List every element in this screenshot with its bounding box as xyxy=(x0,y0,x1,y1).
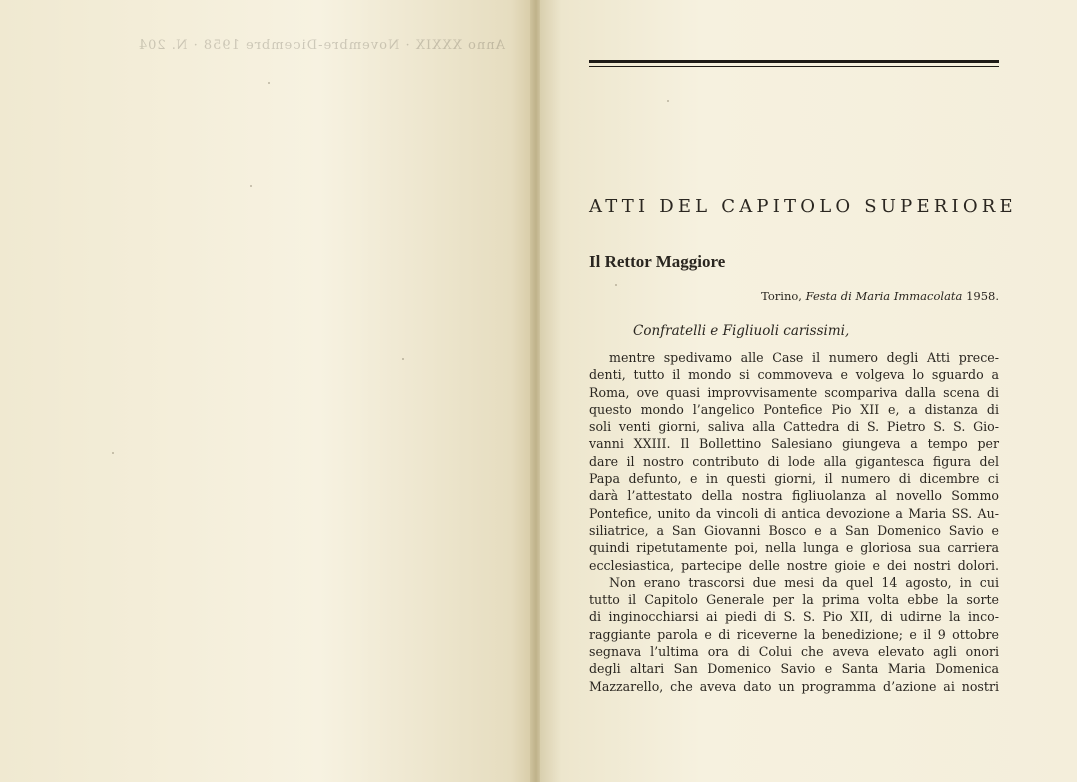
header-rule-thin xyxy=(589,66,999,67)
body-line: di inginocchiarsi ai piedi di S. S. Pio XII, di udirne la inco- xyxy=(589,609,999,625)
section-title: ATTI DEL CAPITOLO SUPERIORE xyxy=(589,196,1017,217)
body-line: Mazzarello, che aveva dato un programma d’azione ai nostri xyxy=(589,678,999,694)
dateline xyxy=(589,289,999,303)
body-line: vanni XXIII. Il Bollettino Salesiano giungeva a tempo per xyxy=(589,436,999,452)
paper-speck xyxy=(268,82,270,84)
paper-speck xyxy=(402,358,404,360)
paper-speck xyxy=(667,100,669,102)
body-line: Non erano trascorsi due mesi da quel 14 agosto, in cui xyxy=(609,574,999,590)
subheading: Il Rettor Maggiore xyxy=(589,252,726,271)
dateline-place: Torino, xyxy=(761,289,802,303)
dateline-year: 1958. xyxy=(966,289,999,303)
body-line: Papa defunto, e in questi giorni, il numero di dicembre ci xyxy=(589,471,999,487)
letter-body xyxy=(589,349,999,695)
body-line: siliatrice, a San Giovanni Bosco e a San Domenico Savio e xyxy=(589,522,999,538)
body-line: raggiante parola e di riceverne la benedizione; e il 9 ottobre xyxy=(589,626,999,642)
paper-speck xyxy=(615,284,617,286)
body-line: questo mondo l’angelico Pontefice Pio XII e, a distanza di xyxy=(589,401,999,417)
body-line: denti, tutto il mondo si commoveva e volgeva lo sguardo a xyxy=(589,367,999,383)
body-line: segnava l’ultima ora di Colui che aveva elevato agli onori xyxy=(589,644,999,660)
header-rule-thick xyxy=(589,60,999,63)
body-line: Roma, ove quasi improvvisamente scompariva dalla scena di xyxy=(589,384,999,400)
body-line: dare il nostro contributo di lode alla gigantesca figura del xyxy=(589,453,999,469)
salutation: Confratelli e Figliuoli carissimi, xyxy=(633,323,850,339)
body-line: tutto il Capitolo Generale per la prima volta ebbe la sorte xyxy=(589,592,999,608)
paper-speck xyxy=(112,452,114,454)
bleed-through-header: Anno XXXIX · Novembre-Dicembre 1958 · N. 204 xyxy=(137,38,505,53)
body-line: darà l’attestato della nostra figliuolanza al novello Sommo xyxy=(589,488,999,504)
dateline-occasion: Festa di Maria Immacolata xyxy=(805,289,963,303)
body-line: Pontefice, unito da vincoli di antica devozione a Maria SS. Au- xyxy=(589,505,999,521)
body-line: quindi ripetutamente poi, nella lunga e gloriosa sua carriera xyxy=(589,540,999,556)
body-line: soli venti giorni, saliva alla Cattedra di S. Pietro S. S. Gio- xyxy=(589,419,999,435)
body-line: mentre spedivamo alle Case il numero degli Atti prece- xyxy=(609,350,999,365)
paper-speck xyxy=(250,185,252,187)
left-page xyxy=(0,0,532,782)
body-line: ecclesiastica, partecipe delle nostre gioie e dei nostri dolori. xyxy=(589,557,999,573)
body-line: degli altari San Domenico Savio e Santa Maria Domenica xyxy=(589,661,999,677)
